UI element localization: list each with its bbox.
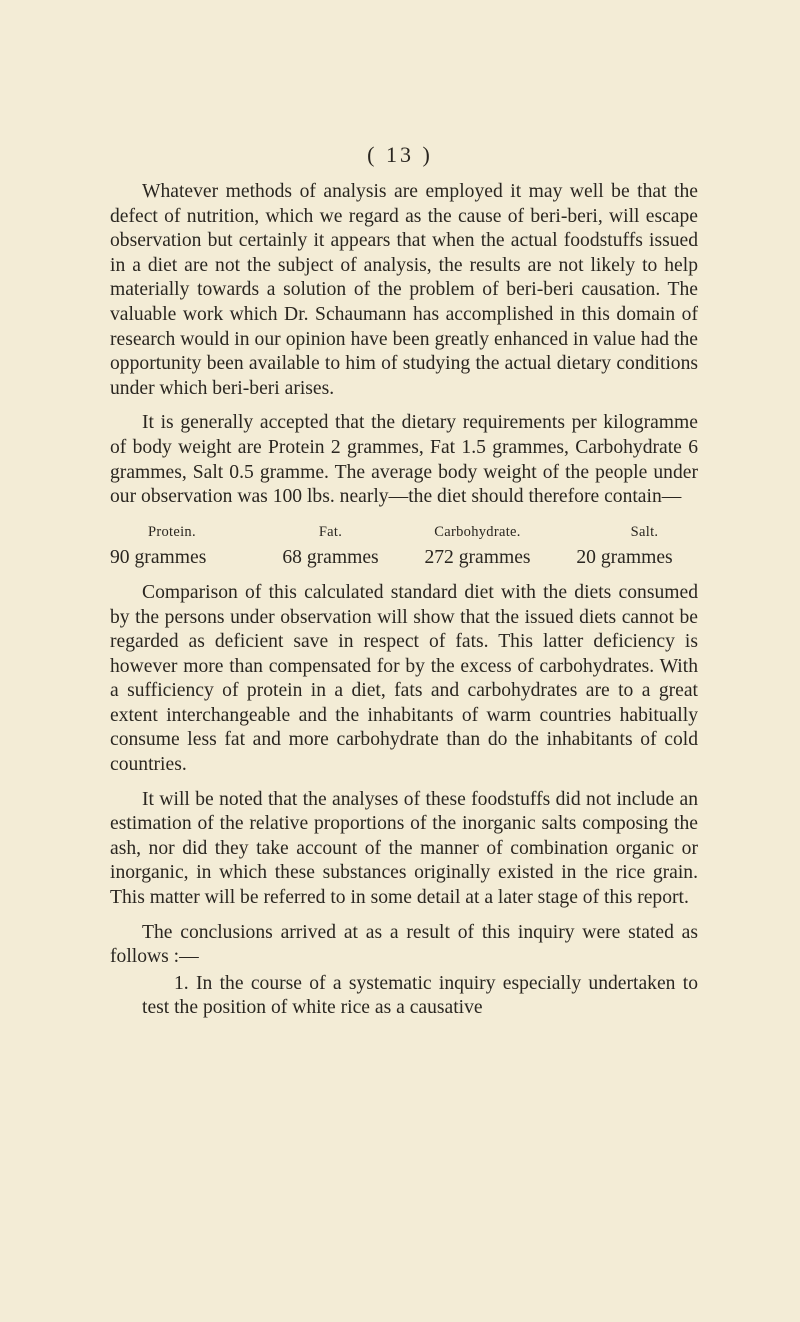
table-row [110, 546, 698, 571]
paragraph-analyses-note: It will be noted that the analyses of these foodstuffs did not include an estimation of the relative proportions of the inorganic salts composing the ash, nor did they take account of the manner of combination organic or inorganic, in which these substances originally existed in the rice grain. This matter will be referred to in some detail at a later stage of this report. [110, 788, 698, 909]
paragraph-methods-of-analysis: Whatever methods of analysis are employed it may well be that the defect of nutrition, which we regard as the cause of beri-beri, will escape observation but certainly it appears that when the actual foodstuffs issued in a diet are not the subject of analysis, the results are not likely to help materially towards a solution of the problem of beri-beri causation. The valuable work which Dr. Schaumann has accomplished in this domain of research would in our opinion have been greatly enhanced in value had the opportunity been available to him of studying the actual dietary conditions under which beri-beri arises. [110, 181, 698, 399]
standard-diet-table [110, 520, 698, 571]
paragraph-conclusions-intro: The conclusions arrived at as a result of this inquiry were stated as follows :— [110, 921, 698, 968]
paragraph-dietary-requirements: It is generally accepted that the dietary requirements per kilogramme of body weight are Protein 2 grammes, Fat 1.5 grammes, Carbohydrate 6 grammes, Salt 0.5 gramme. The average body weight of the people under our observation was 100 lbs. nearly—the diet should therefore contain— [110, 412, 698, 508]
header-protein: Protein. [148, 523, 196, 540]
conclusion-item-1: 1. In the course of a systematic inquiry especially undertaken to test the position of white rice as a causative [142, 972, 698, 1019]
value-salt: 20 grammes [576, 547, 673, 569]
header-carbohydrate: Carbohydrate. [434, 523, 521, 540]
value-protein: 90 grammes [110, 547, 207, 569]
value-carbohydrate: 272 grammes [424, 547, 531, 569]
header-salt: Salt. [630, 523, 659, 540]
page-number: ( 13 ) [367, 142, 433, 167]
paragraph-comparison: Comparison of this calculated standard diet with the diets consumed by the persons under observation will show that the issued diets cannot be regarded as deficient save in respect of fats. This latter deficiency is however more than compensated for by the excess of carbohydrates. With a sufficiency of protein in a diet, fats and carbohydrates are to a great extent interchangeable and the inhabitants of warm countries habitually consume less fat and more carbohydrate than do the inhabitants of cold countries. [110, 581, 698, 776]
header-fat: Fat. [318, 523, 343, 540]
body-text [110, 180, 698, 1031]
value-fat: 68 grammes [282, 547, 379, 569]
table-header-row [110, 520, 698, 547]
